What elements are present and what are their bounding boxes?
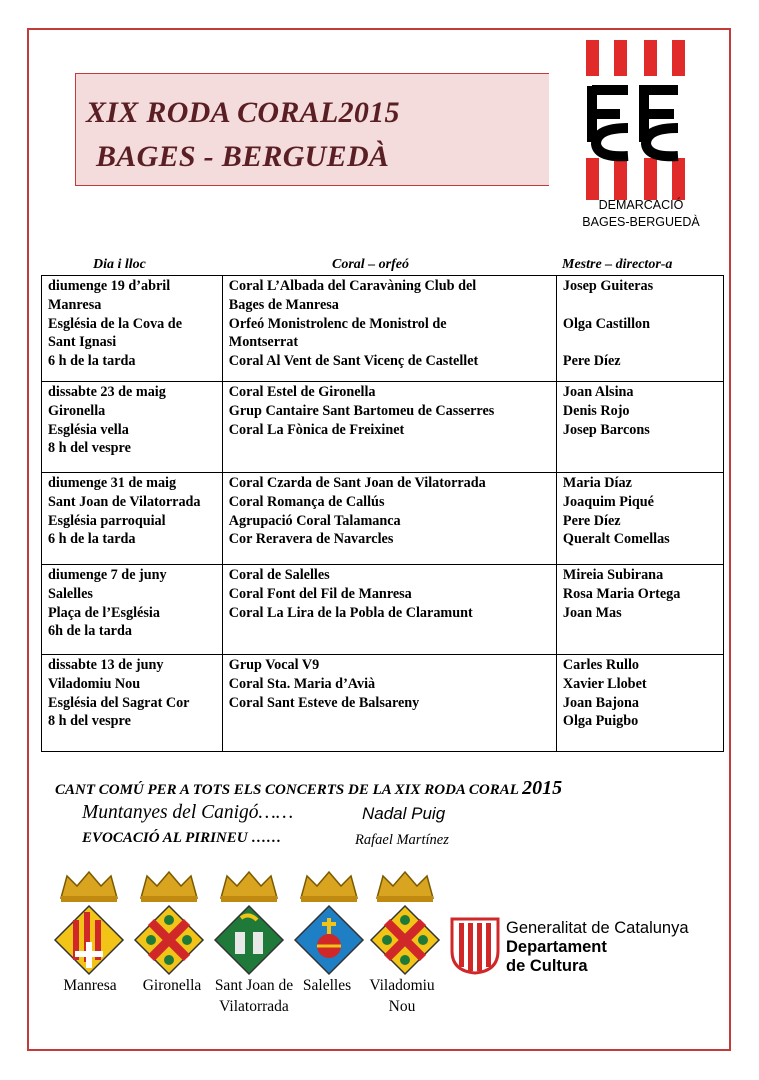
director-line — [563, 333, 717, 352]
place-cell — [42, 382, 223, 473]
choir-line: Coral Font del Fil de Manresa — [228, 585, 412, 602]
choir-cell — [222, 382, 556, 473]
place-line: Església de la Cova de — [48, 315, 182, 332]
choir-line: Coral La Lira de la Pobla de Claramunt — [228, 604, 473, 621]
town-label-viladomiu: Viladomiu Nou — [369, 977, 435, 1015]
director-line: Pere Díez — [562, 512, 621, 529]
generalitat-logo-icon — [450, 917, 500, 975]
director-line: Josep Guiteras — [562, 278, 654, 294]
place-cell — [42, 565, 223, 655]
place-line: 6 h de la tarda — [48, 353, 136, 370]
town-label-salelles: Salelles — [302, 977, 352, 994]
generalitat-line-1: Generalitat de Catalunya — [506, 919, 689, 937]
choir-line: Cor Reravera de Navarcles — [228, 531, 394, 548]
place-line: dissabte 23 de maig — [48, 384, 166, 400]
director-cell — [556, 565, 723, 655]
choir-line: Montserrat — [228, 334, 299, 351]
director-line: Rosa Maria Ortega — [562, 585, 681, 602]
manresa-coat-of-arms-icon — [51, 868, 127, 978]
choir-line: Coral Estel de Gironella — [228, 384, 376, 400]
director-line: Olga Puigbo — [562, 713, 639, 730]
viladomiu-coat-of-arms-icon — [367, 868, 443, 978]
director-line: Pere Díez — [562, 353, 621, 370]
director-line: Joan Mas — [562, 604, 622, 621]
director-line: Josep Barcons — [562, 421, 650, 438]
table-row — [42, 565, 724, 655]
place-line: Església vella — [48, 421, 129, 438]
song-title-1: Muntanyes del Canigó…… — [82, 802, 294, 823]
director-line: Joaquim Piqué — [562, 493, 654, 510]
place-line: 6h de la tarda — [48, 623, 132, 640]
place-line: Manresa — [48, 296, 102, 313]
concert-schedule-table — [41, 275, 724, 752]
choir-line: Coral Al Vent de Sant Vicenç de Castellet — [228, 353, 479, 370]
choir-line: Coral Czarda de Sant Joan de Vilatorrada — [228, 475, 486, 491]
director-cell — [556, 276, 723, 382]
director-cell — [556, 382, 723, 473]
place-line: Sant Joan de Vilatorrada — [48, 493, 201, 510]
place-line: diumenge 7 de juny — [48, 567, 167, 583]
choir-line: Orfeó Monistrolenc de Monistrol de — [228, 315, 447, 332]
director-line — [563, 296, 717, 315]
director-line: Olga Castillon — [562, 315, 651, 332]
place-line: 6 h de la tarda — [48, 531, 136, 548]
choir-cell — [222, 473, 556, 565]
generalitat-text — [506, 919, 689, 976]
choir-line: Grup Cantaire Sant Bartomeu de Casserres — [228, 402, 495, 419]
place-line: Viladomiu Nou — [48, 675, 141, 692]
generalitat-line-2: Departament — [506, 938, 607, 956]
composer-1: Nadal Puig — [362, 804, 446, 823]
place-line: Plaça de l’Església — [48, 604, 160, 621]
title-banner — [75, 73, 549, 186]
director-cell — [556, 655, 723, 752]
place-line: Sant Ignasi — [48, 334, 117, 351]
director-line: Carles Rullo — [562, 657, 639, 673]
song-title-2: EVOCACIÓ AL PIRINEU …… — [82, 830, 282, 846]
director-line: Mireia Subirana — [562, 567, 664, 583]
fcec-logo — [586, 40, 686, 202]
sant-joan-coat-of-arms-icon — [211, 868, 287, 978]
choir-line: Coral L’Albada del Caravàning Club del — [228, 278, 477, 294]
director-line: Maria Díaz — [562, 475, 632, 491]
place-line: Salelles — [48, 585, 93, 602]
place-line: 8 h del vespre — [48, 713, 131, 730]
choir-line: Coral La Fònica de Freixinet — [228, 421, 405, 438]
place-line: Gironella — [48, 402, 106, 419]
choir-cell — [222, 276, 556, 382]
place-cell — [42, 276, 223, 382]
logo-caption-line-1: DEMARCACIÓ — [598, 198, 684, 212]
place-line: dissabte 13 de juny — [48, 657, 164, 673]
column-header-place: Dia i lloc — [93, 257, 146, 272]
choir-line: Agrupació Coral Talamanca — [228, 512, 401, 529]
choir-line: Coral Romança de Callús — [228, 493, 385, 510]
place-line: Església parroquial — [48, 512, 166, 529]
town-label-sant-joan: Sant Joan de Vilatorrada — [214, 977, 294, 1015]
place-line: 8 h del vespre — [48, 440, 131, 457]
choir-line: Coral de Salelles — [228, 567, 330, 583]
director-line: Joan Bajona — [562, 694, 639, 711]
table-row — [42, 276, 724, 382]
place-line: diumenge 19 d’abril — [48, 278, 171, 294]
director-cell — [556, 473, 723, 565]
director-line: Queralt Comellas — [562, 531, 670, 548]
column-header-director: Mestre – director-a — [562, 257, 673, 272]
director-line: Xavier Llobet — [562, 675, 647, 692]
town-label-manresa: Manresa — [63, 977, 117, 994]
place-cell — [42, 655, 223, 752]
director-line: Denis Rojo — [562, 402, 630, 419]
town-label-gironella: Gironella — [142, 977, 202, 994]
choir-line: Coral Sant Esteve de Balsareny — [228, 694, 420, 711]
director-line: Joan Alsina — [562, 384, 634, 400]
fcec-logo-icon — [586, 40, 686, 202]
choir-line: Bages de Manresa — [228, 296, 339, 313]
title-line-2: BAGES - BERGUEDÀ — [96, 140, 390, 173]
gironella-coat-of-arms-icon — [131, 868, 207, 978]
composer-2: Rafael Martínez — [355, 832, 449, 848]
choir-cell — [222, 655, 556, 752]
logo-caption — [566, 197, 716, 231]
choir-cell — [222, 565, 556, 655]
common-song-heading — [55, 777, 562, 800]
choir-line: Coral Sta. Maria d’Avià — [228, 675, 376, 692]
table-row — [42, 655, 724, 752]
title-line-1: XIX RODA CORAL2015 — [86, 96, 400, 129]
common-song-year: 2015 — [522, 777, 563, 799]
place-line: Església del Sagrat Cor — [48, 694, 190, 711]
logo-caption-line-2: BAGES-BERGUEDÀ — [582, 215, 700, 229]
choir-line: Grup Vocal V9 — [228, 657, 320, 673]
common-song-heading-text: CANT COMÚ PER A TOTS ELS CONCERTS DE LA XIX RODA CORAL — [55, 782, 519, 798]
generalitat-line-3: de Cultura — [506, 957, 588, 975]
place-line: diumenge 31 de maig — [48, 475, 177, 491]
salelles-coat-of-arms-icon — [291, 868, 367, 978]
table-row — [42, 382, 724, 473]
place-cell — [42, 473, 223, 565]
table-row — [42, 473, 724, 565]
column-header-choir: Coral – orfeó — [332, 257, 409, 272]
